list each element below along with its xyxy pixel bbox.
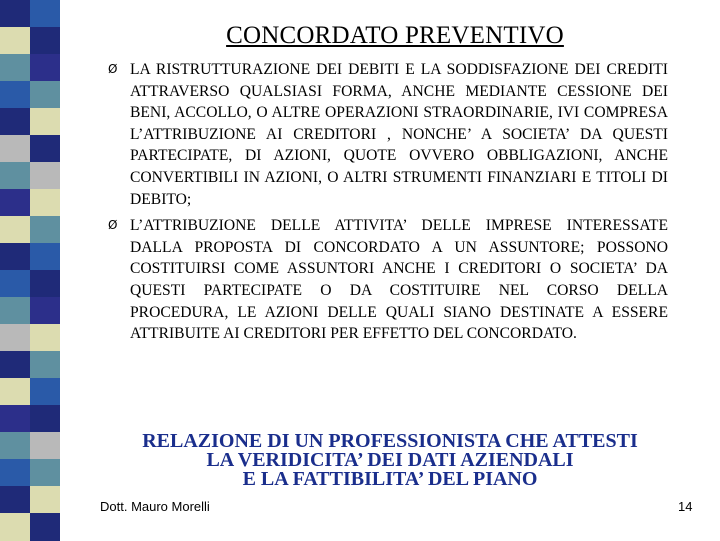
conclusion-line: RELAZIONE DI UN PROFESSIONISTA CHE ATTESTI [142,430,638,452]
bullet-item [108,59,668,210]
conclusion-line: LA VERIDICITA’ DEI DATI AZIENDALI [206,449,574,471]
stripe-block [0,459,30,487]
page-number: 14 [678,499,693,514]
stripe-block [0,270,30,298]
stripe-block [0,135,30,163]
stripe-block [0,81,30,109]
slide-title-text: CONCORDATO PREVENTIVO [226,22,564,49]
stripe-block [0,54,30,82]
stripe-block [30,108,60,136]
stripe-block [0,108,30,136]
stripe-block [0,216,30,244]
stripe-block [0,513,30,541]
stripe-block [0,351,30,379]
conclusion-line: E LA FATTIBILITA’ DEL PIANO [242,468,538,490]
stripe-block [0,297,30,325]
conclusion-text [90,432,690,489]
bullet-item [108,215,668,345]
stripe-block [0,162,30,190]
footer-author: Dott. Mauro Morelli [100,499,210,514]
bullet-text: LA RISTRUTTURAZIONE DEI DEBITI E LA SODDISFAZIONE DEI CREDITI ATTRAVERSO QUALSIASI FORMA, ANCHE MEDIANTE CESSIONE DEI BENI, ACCOLLO, O ALTRE OPERAZIONI STRAORDINARIE, IVI COMPRESA L’ATTRIBUZIONE AI CREDITORI , NONCHE’ A SOCIETA’ DA QUESTI PARTECIPATE, DI AZIONI, QUOTE OVVERO OBBLIGAZIONI, ANCHE CONVERTIBILI IN AZIONI, O ALTRI STRUMENTI FINANZIARI E TITOLI DI DEBITO; [130,61,668,208]
stripe-block [30,297,60,325]
stripe-block [30,216,60,244]
stripe-block [0,189,30,217]
slide-title [0,22,720,50]
stripe-block [0,432,30,460]
stripe-block [30,459,60,487]
arrow-bullet-icon: Ø [108,62,118,76]
stripe-block [30,81,60,109]
stripe-block [30,243,60,271]
stripe-block [30,270,60,298]
bullet-list [108,59,668,350]
stripe-block [30,162,60,190]
stripe-block [30,135,60,163]
stripe-block [0,486,30,514]
arrow-bullet-icon: Ø [108,218,118,233]
decorative-sidebar-stripe [0,0,60,540]
stripe-block [30,351,60,379]
stripe-block [30,54,60,82]
stripe-block [30,432,60,460]
stripe-block [30,486,60,514]
stripe-block [0,324,30,352]
stripe-block [30,378,60,406]
stripe-block [0,243,30,271]
stripe-block [30,324,60,352]
stripe-block [30,189,60,217]
stripe-block [30,513,60,541]
stripe-block [0,405,30,433]
stripe-block [30,405,60,433]
bullet-text: L’ATTRIBUZIONE DELLE ATTIVITA’ DELLE IMPRESE INTERESSATE DALLA PROPOSTA DI CONCORDATO A UN ASSUNTORE; POSSONO COSTITUIRSI COME ASSUNTORI ANCHE I CREDITORI O SOCIETA’ DA QUESTI PARTECIPATE O DA COSTITUIRE NEL CORSO DELLA PROCEDURA, LE AZIONI DELLE QUALI SIANO DESTINATE A ESSERE ATTRIBUITE AI CREDITORI PER EFFETTO DEL CONCORDATO. [130,217,668,343]
stripe-block [0,378,30,406]
